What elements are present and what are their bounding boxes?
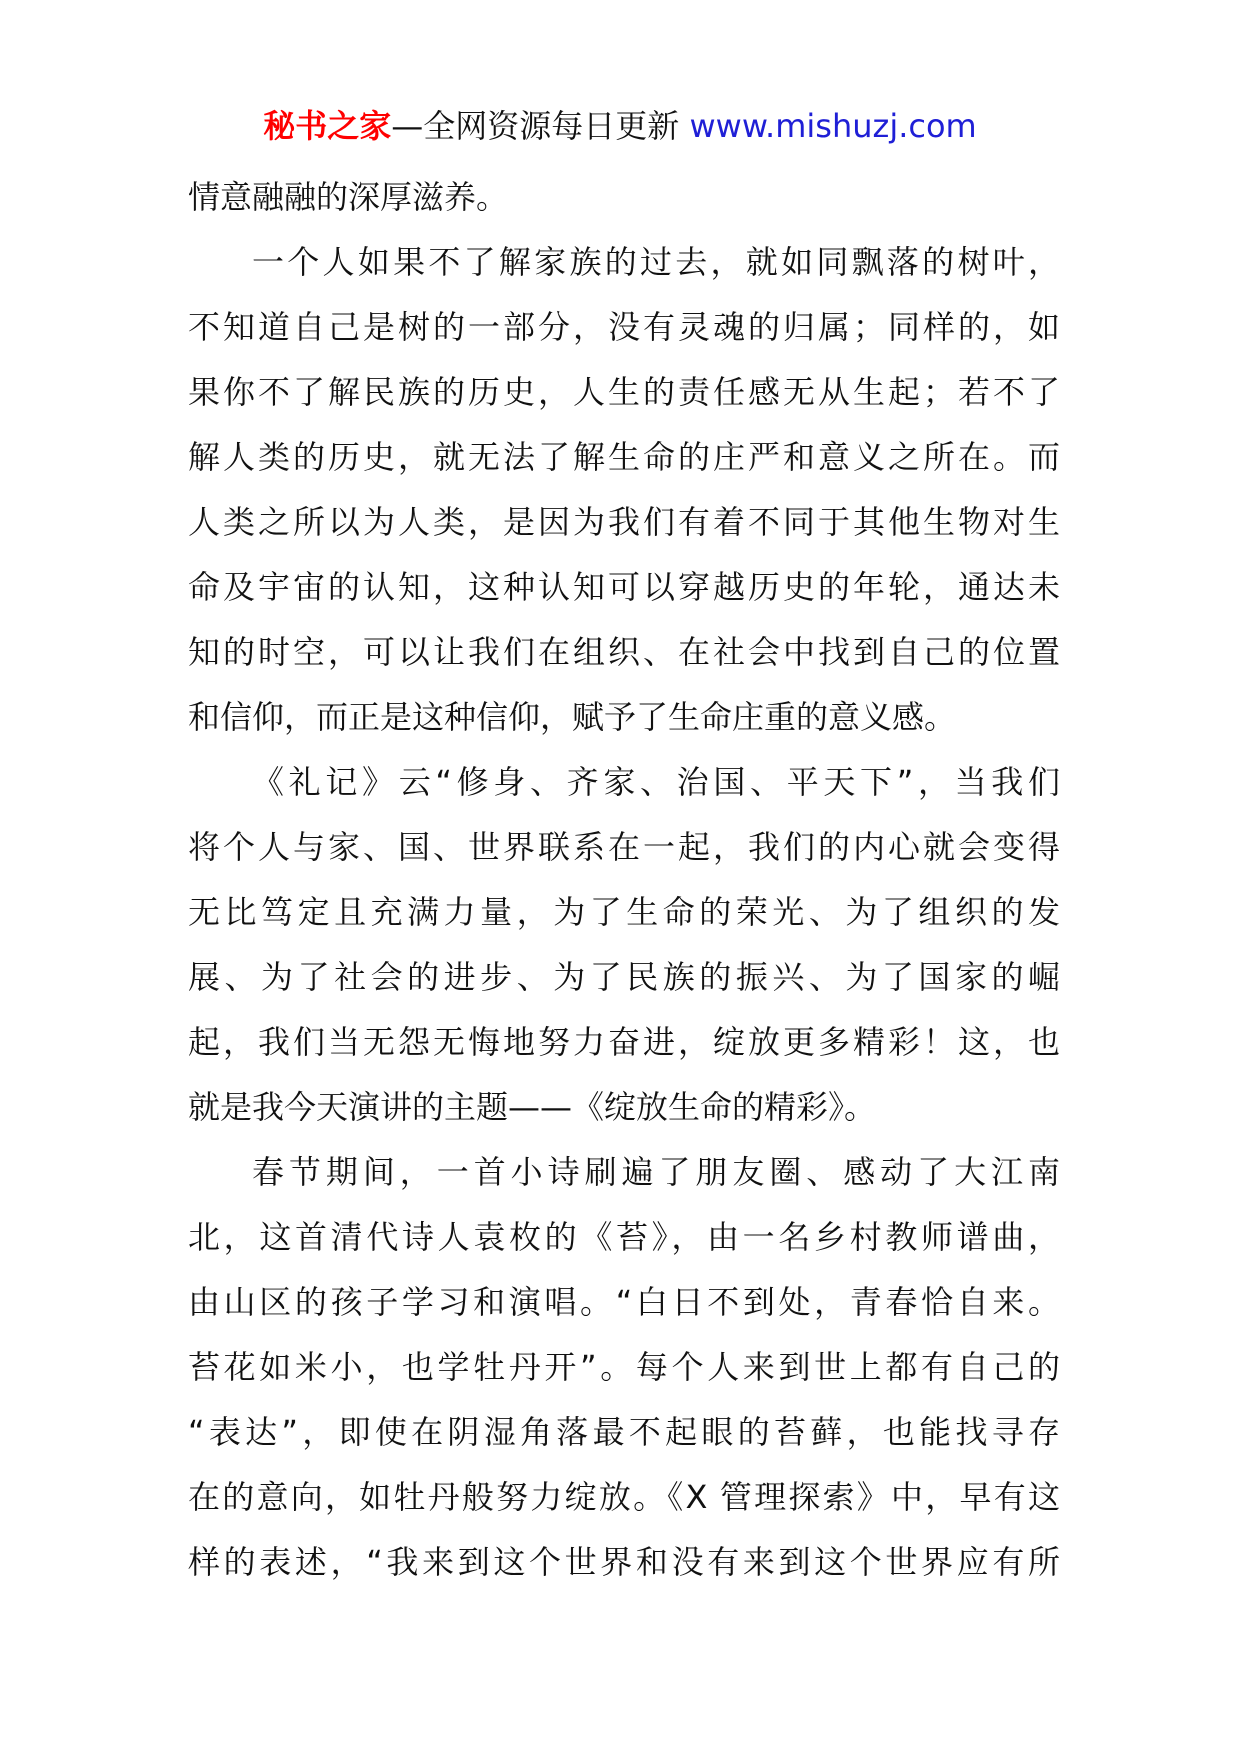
- text-line: 苔花如米小，也学牡丹开”。每个人来到世上都有自己的: [188, 1348, 1060, 1386]
- text-line: 就是我今天演讲的主题——《绽放生命的精彩》。: [188, 1088, 877, 1126]
- text-line: 样的表述，“我来到这个世界和没有来到这个世界应有所: [188, 1543, 1060, 1581]
- text-line: 人类之所以为人类，是因为我们有着不同于其他生物对生: [188, 503, 1060, 541]
- text-line: 果你不了解民族的历史，人生的责任感无从生起；若不了: [188, 373, 1060, 411]
- site-header: [0, 100, 1240, 152]
- text-line: 将个人与家、国、世界联系在一起，我们的内心就会变得: [188, 828, 1060, 866]
- paragraph-start-line: 一个人如果不了解家族的过去，就如同飘落的树叶，: [252, 243, 1060, 281]
- text-line: 北，这首清代诗人袁枚的《苔》，由一名乡村教师谱曲，: [188, 1218, 1060, 1256]
- header-tagline: —全网资源每日更新: [391, 107, 690, 145]
- text-line: 知的时空，可以让我们在组织、在社会中找到自己的位置: [188, 633, 1060, 671]
- site-url-link[interactable]: www.mishuzj.com: [689, 107, 977, 145]
- text-line: 在的意向，如牡丹般努力绽放。《X 管理探索》中，早有这: [188, 1478, 1060, 1516]
- text-line: 情意融融的深厚滋养。: [188, 178, 509, 216]
- text-line: “表达”，即使在阴湿角落最不起眼的苔藓，也能找寻存: [188, 1413, 1060, 1451]
- text-line: 起，我们当无怨无悔地努力奋进，绽放更多精彩！这，也: [188, 1023, 1060, 1061]
- document-body: [188, 165, 1060, 1595]
- text-line: 无比笃定且充满力量，为了生命的荣光、为了组织的发: [188, 893, 1060, 931]
- paragraph-start-line: 春节期间，一首小诗刷遍了朋友圈、感动了大江南: [252, 1153, 1060, 1191]
- paragraph-start-line: 《礼记》云“修身、齐家、治国、平天下”，当我们: [252, 763, 1060, 801]
- brand-name: 秘书之家: [263, 107, 392, 145]
- text-line: 不知道自己是树的一部分，没有灵魂的归属；同样的，如: [188, 308, 1060, 346]
- text-line: 展、为了社会的进步、为了民族的振兴、为了国家的崛: [188, 958, 1060, 996]
- text-line: 由山区的孩子学习和演唱。“白日不到处，青春恰自来。: [188, 1283, 1060, 1321]
- text-line: 解人类的历史，就无法了解生命的庄严和意义之所在。而: [188, 438, 1060, 476]
- text-line: 和信仰，而正是这种信仰，赋予了生命庄重的意义感。: [188, 698, 957, 736]
- text-line: 命及宇宙的认知，这种认知可以穿越历史的年轮，通达未: [188, 568, 1060, 606]
